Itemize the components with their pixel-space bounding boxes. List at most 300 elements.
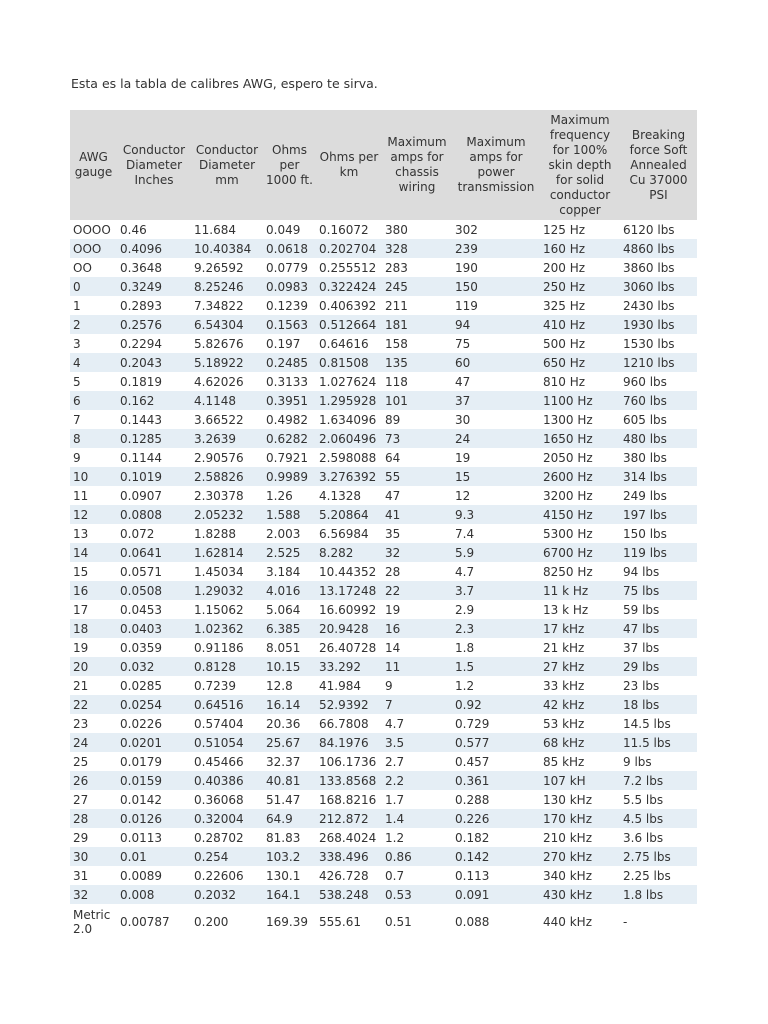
- cell-max-amps-chassis: 1.7: [382, 790, 452, 809]
- table-row: [70, 448, 697, 467]
- cell-breaking-force: 29 lbs: [620, 657, 697, 676]
- cell-ohms-per-1000ft: 5.064: [263, 600, 316, 619]
- cell-max-frequency: 210 kHz: [540, 828, 620, 847]
- header-ohms-per-km: Ohms per km: [316, 110, 382, 220]
- cell-ohms-per-km: 0.16072: [316, 220, 382, 239]
- cell-awg-gauge: 3: [70, 334, 117, 353]
- cell-breaking-force: 2.75 lbs: [620, 847, 697, 866]
- table-row: [70, 429, 697, 448]
- cell-diameter-mm: 5.18922: [191, 353, 263, 372]
- cell-diameter-mm: 0.57404: [191, 714, 263, 733]
- cell-awg-gauge: 26: [70, 771, 117, 790]
- cell-diameter-inches: 0.032: [117, 657, 191, 676]
- cell-awg-gauge: 15: [70, 562, 117, 581]
- cell-awg-gauge: 14: [70, 543, 117, 562]
- header-breaking-force: Breaking force Soft Annealed Cu 37000 PSI: [620, 110, 697, 220]
- table-row: [70, 847, 697, 866]
- cell-diameter-mm: 1.8288: [191, 524, 263, 543]
- cell-max-amps-chassis: 47: [382, 486, 452, 505]
- cell-diameter-mm: 0.45466: [191, 752, 263, 771]
- cell-max-amps-power: 60: [452, 353, 540, 372]
- cell-max-frequency: 68 kHz: [540, 733, 620, 752]
- table-row: [70, 790, 697, 809]
- cell-breaking-force: 314 lbs: [620, 467, 697, 486]
- cell-awg-gauge: 6: [70, 391, 117, 410]
- cell-diameter-inches: 0.00787: [117, 904, 191, 940]
- table-row: [70, 353, 697, 372]
- cell-ohms-per-km: 338.496: [316, 847, 382, 866]
- table-row: [70, 486, 697, 505]
- cell-ohms-per-1000ft: 4.016: [263, 581, 316, 600]
- cell-diameter-mm: 0.254: [191, 847, 263, 866]
- cell-diameter-inches: 0.0226: [117, 714, 191, 733]
- cell-breaking-force: 3860 lbs: [620, 258, 697, 277]
- cell-diameter-inches: 0.008: [117, 885, 191, 904]
- cell-max-amps-chassis: 7: [382, 695, 452, 714]
- cell-max-frequency: 130 kHz: [540, 790, 620, 809]
- cell-diameter-inches: 0.0808: [117, 505, 191, 524]
- cell-max-amps-power: 3.7: [452, 581, 540, 600]
- cell-diameter-mm: 10.40384: [191, 239, 263, 258]
- cell-diameter-mm: 1.62814: [191, 543, 263, 562]
- cell-max-frequency: 200 Hz: [540, 258, 620, 277]
- cell-max-amps-power: 0.457: [452, 752, 540, 771]
- cell-diameter-inches: 0.072: [117, 524, 191, 543]
- cell-breaking-force: 6120 lbs: [620, 220, 697, 239]
- cell-diameter-inches: 0.1019: [117, 467, 191, 486]
- cell-max-amps-power: 0.088: [452, 904, 540, 940]
- cell-breaking-force: 119 lbs: [620, 543, 697, 562]
- table-row: [70, 771, 697, 790]
- table-row: [70, 334, 697, 353]
- cell-breaking-force: 94 lbs: [620, 562, 697, 581]
- cell-diameter-mm: 0.40386: [191, 771, 263, 790]
- cell-max-amps-chassis: 0.53: [382, 885, 452, 904]
- cell-max-amps-chassis: 14: [382, 638, 452, 657]
- header-max-amps-chassis: Maximum amps for chassis wiring: [382, 110, 452, 220]
- header-diameter-inches: Conductor Diameter Inches: [117, 110, 191, 220]
- cell-max-amps-power: 2.9: [452, 600, 540, 619]
- cell-diameter-inches: 0.0179: [117, 752, 191, 771]
- cell-diameter-inches: 0.0089: [117, 866, 191, 885]
- cell-diameter-inches: 0.0201: [117, 733, 191, 752]
- cell-max-amps-power: 12: [452, 486, 540, 505]
- cell-diameter-inches: 0.0126: [117, 809, 191, 828]
- cell-awg-gauge: 32: [70, 885, 117, 904]
- cell-awg-gauge: 12: [70, 505, 117, 524]
- cell-diameter-inches: 0.0641: [117, 543, 191, 562]
- cell-max-frequency: 440 kHz: [540, 904, 620, 940]
- cell-diameter-mm: 9.26592: [191, 258, 263, 277]
- cell-max-amps-chassis: 9: [382, 676, 452, 695]
- cell-max-amps-chassis: 55: [382, 467, 452, 486]
- cell-breaking-force: 59 lbs: [620, 600, 697, 619]
- cell-ohms-per-km: 538.248: [316, 885, 382, 904]
- cell-max-frequency: 170 kHz: [540, 809, 620, 828]
- cell-ohms-per-km: 1.634096: [316, 410, 382, 429]
- cell-ohms-per-1000ft: 1.26: [263, 486, 316, 505]
- cell-awg-gauge: 24: [70, 733, 117, 752]
- cell-max-frequency: 13 k Hz: [540, 600, 620, 619]
- cell-max-amps-chassis: 89: [382, 410, 452, 429]
- cell-ohms-per-1000ft: 0.2485: [263, 353, 316, 372]
- cell-breaking-force: 9 lbs: [620, 752, 697, 771]
- cell-max-amps-power: 0.92: [452, 695, 540, 714]
- cell-awg-gauge: 25: [70, 752, 117, 771]
- cell-max-amps-chassis: 181: [382, 315, 452, 334]
- cell-diameter-mm: 4.62026: [191, 372, 263, 391]
- cell-awg-gauge: 4: [70, 353, 117, 372]
- cell-awg-gauge: 29: [70, 828, 117, 847]
- cell-max-amps-chassis: 1.2: [382, 828, 452, 847]
- cell-ohms-per-km: 426.728: [316, 866, 382, 885]
- cell-max-amps-power: 0.226: [452, 809, 540, 828]
- cell-ohms-per-1000ft: 3.184: [263, 562, 316, 581]
- table-row: [70, 315, 697, 334]
- table-row: [70, 410, 697, 429]
- cell-ohms-per-km: 0.81508: [316, 353, 382, 372]
- cell-diameter-mm: 1.45034: [191, 562, 263, 581]
- cell-ohms-per-1000ft: 164.1: [263, 885, 316, 904]
- cell-diameter-mm: 2.05232: [191, 505, 263, 524]
- cell-diameter-mm: 0.22606: [191, 866, 263, 885]
- cell-ohms-per-1000ft: 0.049: [263, 220, 316, 239]
- cell-ohms-per-km: 0.322424: [316, 277, 382, 296]
- cell-breaking-force: 37 lbs: [620, 638, 697, 657]
- cell-max-amps-power: 0.361: [452, 771, 540, 790]
- cell-max-frequency: 42 kHz: [540, 695, 620, 714]
- cell-max-frequency: 340 kHz: [540, 866, 620, 885]
- cell-diameter-inches: 0.0508: [117, 581, 191, 600]
- cell-ohms-per-1000ft: 12.8: [263, 676, 316, 695]
- cell-max-amps-chassis: 2.7: [382, 752, 452, 771]
- cell-ohms-per-1000ft: 0.197: [263, 334, 316, 353]
- cell-max-amps-chassis: 1.4: [382, 809, 452, 828]
- cell-breaking-force: 11.5 lbs: [620, 733, 697, 752]
- cell-max-amps-power: 5.9: [452, 543, 540, 562]
- cell-max-frequency: 3200 Hz: [540, 486, 620, 505]
- table-row: [70, 277, 697, 296]
- cell-diameter-inches: 0.3249: [117, 277, 191, 296]
- cell-breaking-force: 605 lbs: [620, 410, 697, 429]
- cell-ohms-per-km: 10.44352: [316, 562, 382, 581]
- cell-max-amps-chassis: 101: [382, 391, 452, 410]
- cell-max-amps-chassis: 135: [382, 353, 452, 372]
- cell-max-amps-chassis: 22: [382, 581, 452, 600]
- cell-max-amps-power: 4.7: [452, 562, 540, 581]
- cell-ohms-per-km: 20.9428: [316, 619, 382, 638]
- cell-max-frequency: 1650 Hz: [540, 429, 620, 448]
- cell-max-amps-chassis: 35: [382, 524, 452, 543]
- cell-diameter-inches: 0.0159: [117, 771, 191, 790]
- table-row: [70, 581, 697, 600]
- cell-diameter-mm: 0.28702: [191, 828, 263, 847]
- cell-diameter-inches: 0.0142: [117, 790, 191, 809]
- cell-diameter-mm: 8.25246: [191, 277, 263, 296]
- cell-ohms-per-km: 13.17248: [316, 581, 382, 600]
- cell-diameter-inches: 0.46: [117, 220, 191, 239]
- cell-max-amps-power: 75: [452, 334, 540, 353]
- cell-breaking-force: 480 lbs: [620, 429, 697, 448]
- cell-max-amps-power: 30: [452, 410, 540, 429]
- cell-diameter-mm: 1.29032: [191, 581, 263, 600]
- cell-awg-gauge: 1: [70, 296, 117, 315]
- cell-diameter-inches: 0.2294: [117, 334, 191, 353]
- cell-max-amps-power: 1.8: [452, 638, 540, 657]
- cell-diameter-mm: 0.64516: [191, 695, 263, 714]
- cell-diameter-mm: 3.2639: [191, 429, 263, 448]
- cell-ohms-per-km: 5.20864: [316, 505, 382, 524]
- table-row: [70, 467, 697, 486]
- cell-max-frequency: 107 kH: [540, 771, 620, 790]
- cell-diameter-mm: 0.8128: [191, 657, 263, 676]
- cell-ohms-per-km: 0.406392: [316, 296, 382, 315]
- cell-ohms-per-1000ft: 0.7921: [263, 448, 316, 467]
- cell-ohms-per-km: 0.202704: [316, 239, 382, 258]
- cell-awg-gauge: 20: [70, 657, 117, 676]
- cell-ohms-per-km: 0.255512: [316, 258, 382, 277]
- cell-diameter-inches: 0.1443: [117, 410, 191, 429]
- cell-max-frequency: 430 kHz: [540, 885, 620, 904]
- cell-breaking-force: 1.8 lbs: [620, 885, 697, 904]
- cell-max-frequency: 2050 Hz: [540, 448, 620, 467]
- cell-max-amps-power: 0.729: [452, 714, 540, 733]
- cell-awg-gauge: 13: [70, 524, 117, 543]
- cell-breaking-force: 3.6 lbs: [620, 828, 697, 847]
- cell-ohms-per-1000ft: 25.67: [263, 733, 316, 752]
- cell-ohms-per-1000ft: 64.9: [263, 809, 316, 828]
- cell-diameter-inches: 0.2893: [117, 296, 191, 315]
- cell-diameter-inches: 0.0254: [117, 695, 191, 714]
- cell-ohms-per-km: 2.598088: [316, 448, 382, 467]
- cell-awg-gauge: 19: [70, 638, 117, 657]
- cell-ohms-per-1000ft: 1.588: [263, 505, 316, 524]
- cell-ohms-per-km: 268.4024: [316, 828, 382, 847]
- cell-max-amps-power: 239: [452, 239, 540, 258]
- cell-max-amps-chassis: 0.7: [382, 866, 452, 885]
- cell-max-amps-chassis: 19: [382, 600, 452, 619]
- cell-ohms-per-km: 168.8216: [316, 790, 382, 809]
- cell-max-frequency: 85 kHz: [540, 752, 620, 771]
- cell-diameter-inches: 0.0907: [117, 486, 191, 505]
- cell-max-amps-power: 150: [452, 277, 540, 296]
- cell-max-frequency: 21 kHz: [540, 638, 620, 657]
- cell-ohms-per-km: 16.60992: [316, 600, 382, 619]
- cell-awg-gauge: 16: [70, 581, 117, 600]
- table-row: [70, 600, 697, 619]
- cell-diameter-inches: 0.2576: [117, 315, 191, 334]
- table-row: [70, 809, 697, 828]
- cell-max-frequency: 53 kHz: [540, 714, 620, 733]
- cell-ohms-per-km: 2.060496: [316, 429, 382, 448]
- cell-breaking-force: 760 lbs: [620, 391, 697, 410]
- cell-ohms-per-km: 4.1328: [316, 486, 382, 505]
- cell-max-amps-power: 0.577: [452, 733, 540, 752]
- cell-diameter-inches: 0.1819: [117, 372, 191, 391]
- cell-ohms-per-1000ft: 0.6282: [263, 429, 316, 448]
- cell-max-amps-chassis: 11: [382, 657, 452, 676]
- cell-diameter-mm: 1.15062: [191, 600, 263, 619]
- cell-awg-gauge: OOO: [70, 239, 117, 258]
- cell-breaking-force: 1530 lbs: [620, 334, 697, 353]
- cell-max-amps-chassis: 380: [382, 220, 452, 239]
- cell-ohms-per-1000ft: 0.1563: [263, 315, 316, 334]
- cell-diameter-mm: 1.02362: [191, 619, 263, 638]
- cell-diameter-mm: 11.684: [191, 220, 263, 239]
- cell-max-frequency: 1100 Hz: [540, 391, 620, 410]
- cell-max-frequency: 650 Hz: [540, 353, 620, 372]
- cell-ohms-per-1000ft: 103.2: [263, 847, 316, 866]
- cell-max-frequency: 270 kHz: [540, 847, 620, 866]
- cell-max-amps-power: 302: [452, 220, 540, 239]
- cell-awg-gauge: 30: [70, 847, 117, 866]
- cell-diameter-mm: 0.2032: [191, 885, 263, 904]
- table-row: [70, 885, 697, 904]
- table-row: [70, 619, 697, 638]
- cell-awg-gauge: 0: [70, 277, 117, 296]
- cell-breaking-force: 2.25 lbs: [620, 866, 697, 885]
- cell-awg-gauge: 31: [70, 866, 117, 885]
- table-row: [70, 657, 697, 676]
- cell-max-frequency: 27 kHz: [540, 657, 620, 676]
- cell-awg-gauge: 10: [70, 467, 117, 486]
- cell-diameter-mm: 4.1148: [191, 391, 263, 410]
- cell-max-frequency: 325 Hz: [540, 296, 620, 315]
- cell-ohms-per-km: 555.61: [316, 904, 382, 940]
- table-row: [70, 752, 697, 771]
- cell-awg-gauge: 11: [70, 486, 117, 505]
- cell-ohms-per-1000ft: 2.003: [263, 524, 316, 543]
- cell-max-amps-chassis: 4.7: [382, 714, 452, 733]
- table-row: [70, 372, 697, 391]
- cell-max-frequency: 11 k Hz: [540, 581, 620, 600]
- cell-ohms-per-1000ft: 16.14: [263, 695, 316, 714]
- cell-diameter-inches: 0.2043: [117, 353, 191, 372]
- cell-max-amps-power: 1.2: [452, 676, 540, 695]
- cell-ohms-per-1000ft: 40.81: [263, 771, 316, 790]
- cell-breaking-force: 75 lbs: [620, 581, 697, 600]
- cell-max-amps-power: 0.142: [452, 847, 540, 866]
- cell-max-amps-power: 7.4: [452, 524, 540, 543]
- cell-breaking-force: 960 lbs: [620, 372, 697, 391]
- cell-max-amps-chassis: 158: [382, 334, 452, 353]
- cell-diameter-inches: 0.4096: [117, 239, 191, 258]
- table-body: [70, 220, 697, 940]
- cell-breaking-force: 18 lbs: [620, 695, 697, 714]
- cell-diameter-inches: 0.1285: [117, 429, 191, 448]
- cell-breaking-force: 3060 lbs: [620, 277, 697, 296]
- header-diameter-mm: Conductor Diameter mm: [191, 110, 263, 220]
- cell-ohms-per-km: 212.872: [316, 809, 382, 828]
- cell-max-amps-chassis: 283: [382, 258, 452, 277]
- cell-max-amps-power: 1.5: [452, 657, 540, 676]
- cell-awg-gauge: Metric 2.0: [70, 904, 117, 940]
- cell-ohms-per-km: 8.282: [316, 543, 382, 562]
- cell-ohms-per-km: 41.984: [316, 676, 382, 695]
- table-row: [70, 505, 697, 524]
- table-row: [70, 695, 697, 714]
- cell-breaking-force: 150 lbs: [620, 524, 697, 543]
- cell-diameter-mm: 0.91186: [191, 638, 263, 657]
- cell-max-frequency: 160 Hz: [540, 239, 620, 258]
- cell-diameter-mm: 7.34822: [191, 296, 263, 315]
- cell-breaking-force: 5.5 lbs: [620, 790, 697, 809]
- cell-max-frequency: 6700 Hz: [540, 543, 620, 562]
- table-row: [70, 904, 697, 940]
- cell-diameter-inches: 0.0453: [117, 600, 191, 619]
- header-max-amps-power: Maximum amps for power transmission: [452, 110, 540, 220]
- cell-max-amps-power: 119: [452, 296, 540, 315]
- cell-max-amps-chassis: 32: [382, 543, 452, 562]
- cell-max-frequency: 250 Hz: [540, 277, 620, 296]
- cell-ohms-per-1000ft: 51.47: [263, 790, 316, 809]
- cell-max-frequency: 33 kHz: [540, 676, 620, 695]
- cell-max-amps-power: 9.3: [452, 505, 540, 524]
- cell-breaking-force: -: [620, 904, 697, 940]
- cell-awg-gauge: OO: [70, 258, 117, 277]
- cell-max-frequency: 410 Hz: [540, 315, 620, 334]
- cell-max-amps-chassis: 28: [382, 562, 452, 581]
- cell-max-amps-chassis: 73: [382, 429, 452, 448]
- cell-ohms-per-km: 1.295928: [316, 391, 382, 410]
- cell-ohms-per-1000ft: 0.0618: [263, 239, 316, 258]
- cell-ohms-per-1000ft: 0.3133: [263, 372, 316, 391]
- cell-awg-gauge: 22: [70, 695, 117, 714]
- header-max-frequency: Maximum frequency for 100% skin depth for solid conductor copper: [540, 110, 620, 220]
- intro-text: Esta es la tabla de calibres AWG, espero te sirva.: [71, 76, 378, 91]
- cell-diameter-inches: 0.0359: [117, 638, 191, 657]
- cell-diameter-mm: 0.36068: [191, 790, 263, 809]
- cell-max-amps-chassis: 3.5: [382, 733, 452, 752]
- cell-diameter-mm: 2.90576: [191, 448, 263, 467]
- header-ohms-per-1000ft: Ohms per 1000 ft.: [263, 110, 316, 220]
- cell-diameter-inches: 0.0403: [117, 619, 191, 638]
- cell-max-amps-chassis: 328: [382, 239, 452, 258]
- cell-ohms-per-km: 133.8568: [316, 771, 382, 790]
- table-row: [70, 391, 697, 410]
- cell-max-frequency: 2600 Hz: [540, 467, 620, 486]
- cell-max-amps-power: 2.3: [452, 619, 540, 638]
- cell-awg-gauge: 27: [70, 790, 117, 809]
- cell-breaking-force: 23 lbs: [620, 676, 697, 695]
- cell-diameter-inches: 0.0285: [117, 676, 191, 695]
- table-row: [70, 220, 697, 239]
- cell-ohms-per-1000ft: 0.9989: [263, 467, 316, 486]
- cell-awg-gauge: 17: [70, 600, 117, 619]
- cell-awg-gauge: 21: [70, 676, 117, 695]
- cell-ohms-per-km: 33.292: [316, 657, 382, 676]
- cell-max-amps-power: 0.182: [452, 828, 540, 847]
- cell-breaking-force: 4.5 lbs: [620, 809, 697, 828]
- cell-breaking-force: 380 lbs: [620, 448, 697, 467]
- cell-diameter-inches: 0.0113: [117, 828, 191, 847]
- cell-diameter-inches: 0.3648: [117, 258, 191, 277]
- cell-ohms-per-km: 0.64616: [316, 334, 382, 353]
- cell-max-amps-power: 19: [452, 448, 540, 467]
- cell-diameter-mm: 0.51054: [191, 733, 263, 752]
- cell-max-amps-chassis: 2.2: [382, 771, 452, 790]
- cell-max-amps-power: 0.288: [452, 790, 540, 809]
- cell-max-amps-power: 47: [452, 372, 540, 391]
- cell-awg-gauge: 23: [70, 714, 117, 733]
- cell-max-amps-power: 15: [452, 467, 540, 486]
- cell-awg-gauge: 18: [70, 619, 117, 638]
- table-row: [70, 828, 697, 847]
- table-row: [70, 638, 697, 657]
- table-row: [70, 524, 697, 543]
- awg-gauge-table: [70, 110, 697, 940]
- table-row: [70, 714, 697, 733]
